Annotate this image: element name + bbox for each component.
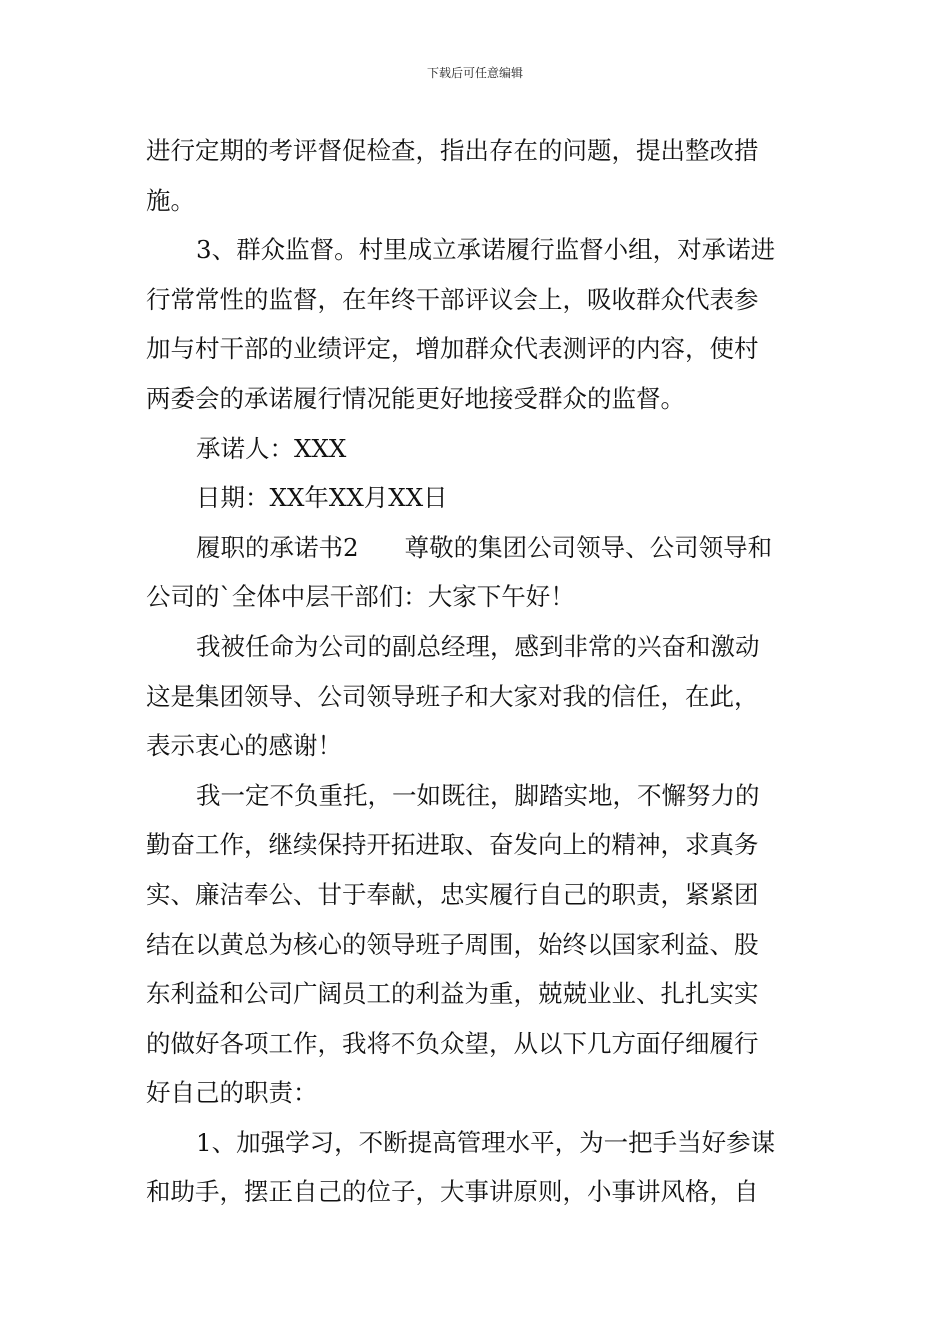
salutation-line: 公司的`全体中层干部们：大家下午好！ bbox=[146, 582, 575, 612]
paragraph-line: 勤奋工作，继续保持开拓进取、奋发向上的精神，求真务 bbox=[146, 830, 759, 860]
paragraph-line: 3、群众监督。村里成立承诺履行监督小组，对承诺进 bbox=[196, 235, 776, 265]
paragraph-line: 表示衷心的感谢！ bbox=[146, 731, 342, 761]
paragraph-line: 进行定期的考评督促检查，指出存在的问题，提出整改措 bbox=[146, 136, 759, 165]
paragraph-line: 施。 bbox=[146, 185, 195, 215]
section-heading-line bbox=[146, 523, 808, 573]
paragraph-line: 和助手，摆正自己的位子，大事讲原则，小事讲风格，自 bbox=[146, 1177, 759, 1207]
page-header: 下载后可任意编辑 bbox=[426, 66, 523, 80]
paragraph-line: 两委会的承诺履行情况能更好地接受群众的监督。 bbox=[146, 383, 685, 413]
paragraph-line: 加与村干部的业绩评定，增加群众代表测评的内容，使村 bbox=[146, 334, 759, 364]
paragraph-line: 我一定不负重托，一如既往，脚踏实地，不懈努力的 bbox=[196, 780, 760, 810]
signatory-line: 承诺人：XXX bbox=[196, 433, 347, 463]
paragraph-line: 行常常性的监督，在年终干部评议会上，吸收群众代表参 bbox=[146, 284, 759, 314]
document-body bbox=[146, 126, 808, 1217]
paragraph-line: 好自己的职责： bbox=[146, 1078, 318, 1108]
paragraph-line: 东利益和公司广阔员工的利益为重，兢兢业业、扎扎实实 bbox=[146, 979, 759, 1009]
paragraph-line: 结在以黄总为核心的领导班子周围，始终以国家利益、股 bbox=[146, 929, 759, 959]
paragraph-line: 实、廉洁奉公、甘于奉献，忠实履行自己的职责，紧紧团 bbox=[146, 879, 759, 909]
date-line: 日期：XX年XX月XX日 bbox=[196, 483, 448, 513]
paragraph-line: 1、加强学习，不断提高管理水平，为一把手当好参谋 bbox=[196, 1127, 776, 1157]
salutation-start: 尊敬的集团公司领导、公司领导和 bbox=[404, 532, 773, 562]
paragraph-line: 这是集团领导、公司领导班子和大家对我的信任，在此， bbox=[146, 681, 759, 711]
paragraph-line: 的做好各项工作，我将不负众望，从以下几方面仔细履行 bbox=[146, 1028, 759, 1058]
paragraph-line: 我被任命为公司的副总经理，感到非常的兴奋和激动 bbox=[196, 631, 760, 661]
section-title: 履职的承诺书2 bbox=[196, 532, 359, 562]
